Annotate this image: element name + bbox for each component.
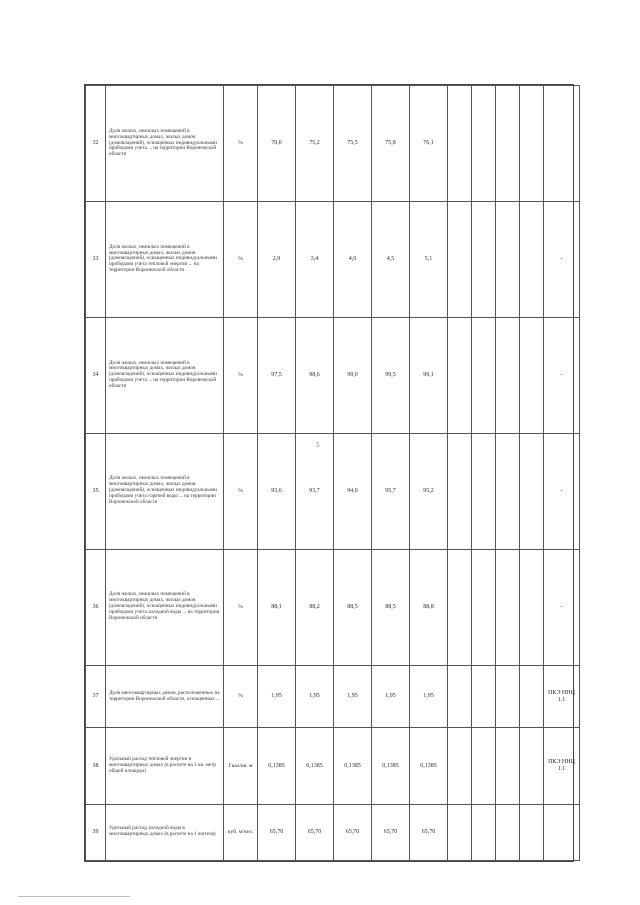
- row-unit: %: [224, 86, 258, 202]
- scan-artifact-line: [18, 896, 130, 897]
- row-value: 0,1385: [334, 728, 372, 804]
- empty-cell: [472, 86, 496, 202]
- row-description: Доля многоквартирных домов, расположенных на территории Воронежской области, оснащенных ...: [106, 665, 224, 728]
- empty-cell: [520, 728, 544, 804]
- row-value: 93,7: [296, 433, 334, 549]
- row-description: Доля жилых, нежилых помещений в многоквартирных домах, жилых домов (домовладений), оснащенных индивидуальными приборами учета ... на территории Воронежской области: [106, 317, 224, 433]
- empty-cell: [472, 804, 496, 860]
- row-value: 99,5: [372, 317, 410, 433]
- row-value: 65,70: [334, 804, 372, 860]
- row-value: 65,70: [296, 804, 334, 860]
- empty-cell: [520, 317, 544, 433]
- row-note: -: [544, 201, 580, 317]
- row-value: 97,5: [258, 317, 296, 433]
- row-value: 88,5: [334, 549, 372, 665]
- empty-cell: [448, 201, 472, 317]
- row-value: 5,1: [410, 201, 448, 317]
- row-value: 4,5: [372, 201, 410, 317]
- row-value: 99,1: [410, 317, 448, 433]
- row-description: Удельный расход тепловой энергии в многоквартирных домах (в расчете на 1 кв. метр общей площади): [106, 728, 224, 804]
- empty-cell: [448, 433, 472, 549]
- indicators-table: [84, 84, 574, 862]
- table-row: [86, 201, 580, 317]
- row-note: -: [544, 317, 580, 433]
- empty-cell: [448, 549, 472, 665]
- row-value: 75,8: [372, 86, 410, 202]
- row-note: [544, 804, 580, 860]
- empty-cell: [472, 728, 496, 804]
- row-value: 88,2: [296, 549, 334, 665]
- empty-cell: [496, 665, 520, 728]
- row-description: Удельный расход холодной воды в многоквартирных домах (в расчете на 1 жителя): [106, 804, 224, 860]
- row-number: 34: [86, 317, 106, 433]
- row-number: 38: [86, 728, 106, 804]
- row-value: 75,5: [334, 86, 372, 202]
- row-value: 0,1385: [372, 728, 410, 804]
- row-number: 37: [86, 665, 106, 728]
- indicators-table-grid: [85, 85, 580, 861]
- empty-cell: [496, 201, 520, 317]
- table-row: [86, 433, 580, 549]
- empty-cell: [496, 433, 520, 549]
- row-value: 1,95: [372, 665, 410, 728]
- row-unit: Гкал/кв. м: [224, 728, 258, 804]
- row-number: 39: [86, 804, 106, 860]
- row-number: 35: [86, 433, 106, 549]
- row-value: 88,1: [258, 549, 296, 665]
- empty-cell: [520, 549, 544, 665]
- row-value: 95,7: [372, 433, 410, 549]
- row-value: 4,0: [334, 201, 372, 317]
- row-number: 32: [86, 86, 106, 202]
- empty-cell: [472, 201, 496, 317]
- row-description: Доля жилых, нежилых помещений в многоквартирных домах, жилых домов (домовладений), оснащенных индивидуальными приборами учета ... на территории Воронежской области: [106, 86, 224, 202]
- empty-cell: [520, 665, 544, 728]
- row-note: ПКЭ ННЦ 1.1: [544, 728, 580, 804]
- row-value: 1,95: [410, 665, 448, 728]
- row-value: 65,70: [410, 804, 448, 860]
- table-row: [86, 86, 580, 202]
- row-value: 65,70: [258, 804, 296, 860]
- row-unit: %: [224, 665, 258, 728]
- empty-cell: [496, 728, 520, 804]
- row-value: 65,70: [372, 804, 410, 860]
- row-value: 94,0: [334, 433, 372, 549]
- row-value: 88,8: [410, 549, 448, 665]
- row-number: 36: [86, 549, 106, 665]
- row-value: 0,1385: [258, 728, 296, 804]
- empty-cell: [472, 317, 496, 433]
- table-row: [86, 728, 580, 804]
- table-row: [86, 665, 580, 728]
- row-value: 1,95: [296, 665, 334, 728]
- table-row: [86, 804, 580, 860]
- row-description: Доля жилых, нежилых помещений в многоквартирных домах, жилых домов (домовладений), оснащенных индивидуальными приборами учета горячей воды ... на территории Воронежской области: [106, 433, 224, 549]
- row-value: 2,9: [258, 201, 296, 317]
- empty-cell: [496, 86, 520, 202]
- empty-cell: [448, 728, 472, 804]
- row-value: 0,1385: [296, 728, 334, 804]
- row-value: 75,2: [296, 86, 334, 202]
- empty-cell: [448, 665, 472, 728]
- page-mark: 5: [316, 441, 320, 449]
- empty-cell: [496, 317, 520, 433]
- row-value: 93,6: [258, 433, 296, 549]
- row-note: ПКЭ ННЦ 1.1: [544, 665, 580, 728]
- empty-cell: [448, 804, 472, 860]
- empty-cell: [472, 549, 496, 665]
- empty-cell: [496, 804, 520, 860]
- empty-cell: [520, 433, 544, 549]
- row-value: 99,0: [334, 317, 372, 433]
- row-value: 95,2: [410, 433, 448, 549]
- row-unit: %: [224, 549, 258, 665]
- row-value: 88,5: [372, 549, 410, 665]
- row-unit: %: [224, 201, 258, 317]
- row-value: 76,1: [410, 86, 448, 202]
- row-note: [544, 86, 580, 202]
- empty-cell: [448, 86, 472, 202]
- row-unit: %: [224, 317, 258, 433]
- row-note: -: [544, 433, 580, 549]
- row-value: 1,95: [334, 665, 372, 728]
- empty-cell: [496, 549, 520, 665]
- row-unit: куб. м/чел.: [224, 804, 258, 860]
- empty-cell: [520, 201, 544, 317]
- row-description: Доля жилых, нежилых помещений в многоквартирных домах, жилых домов (домовладений), оснащенных индивидуальными приборами учета холодной воды ... на территории Воронежской области: [106, 549, 224, 665]
- row-unit: %: [224, 433, 258, 549]
- row-value: 70,0: [258, 86, 296, 202]
- empty-cell: [448, 317, 472, 433]
- row-value: 1,95: [258, 665, 296, 728]
- empty-cell: [472, 433, 496, 549]
- empty-cell: [472, 665, 496, 728]
- empty-cell: [520, 804, 544, 860]
- empty-cell: [520, 86, 544, 202]
- row-note: -: [544, 549, 580, 665]
- row-description: Доля жилых, нежилых помещений в многоквартирных домах, жилых домов (домовладений), оснащенных индивидуальными приборами учета тепловой энергии ... на территории Воронежской области: [106, 201, 224, 317]
- row-value: 98,6: [296, 317, 334, 433]
- row-value: 3,4: [296, 201, 334, 317]
- row-value: 0,1385: [410, 728, 448, 804]
- table-row: [86, 317, 580, 433]
- row-number: 33: [86, 201, 106, 317]
- table-row: [86, 549, 580, 665]
